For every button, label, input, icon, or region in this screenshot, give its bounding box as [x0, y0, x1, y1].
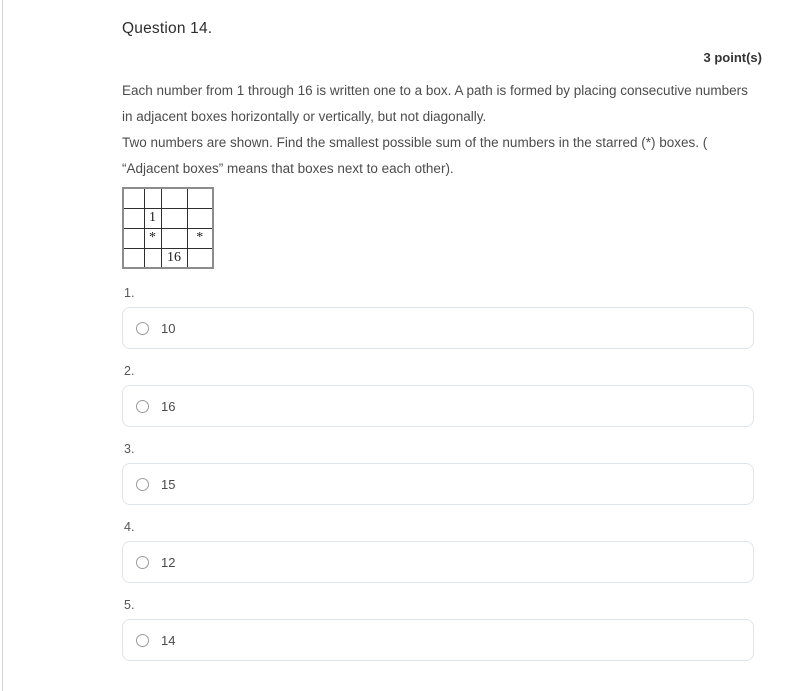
points-badge: 3 point(s): [703, 50, 762, 65]
grid-cell: *: [187, 228, 213, 248]
grid-cell: 1: [144, 208, 161, 228]
answer-choice-button[interactable]: [122, 385, 754, 427]
question-text: [122, 78, 762, 182]
grid-row: [123, 188, 213, 208]
grid-cell: [161, 208, 187, 228]
grid-cell: [123, 208, 144, 228]
radio-button-icon[interactable]: [136, 556, 149, 569]
option-value: 12: [161, 554, 176, 570]
radio-button-icon[interactable]: [136, 634, 149, 647]
grid-cell: [187, 248, 213, 268]
question-panel: [122, 0, 762, 661]
grid-cell: [187, 208, 213, 228]
radio-button-icon[interactable]: [136, 478, 149, 491]
answer-options: [122, 286, 762, 661]
option-value: 15: [161, 476, 176, 492]
option-value: 10: [161, 320, 176, 336]
radio-button-icon[interactable]: [136, 322, 149, 335]
grid-cell: [123, 188, 144, 208]
grid-row: [123, 248, 213, 268]
option-number-label: 3.: [124, 442, 135, 456]
question-paragraph-1: Each number from 1 through 16 is written one to a box. A path is formed by placing consecutive numbers in adjacent boxes horizontally or vertically, but not diagonally.: [122, 83, 748, 124]
option-value: 14: [161, 632, 176, 648]
answer-choice-button[interactable]: [122, 619, 754, 661]
option-value: 16: [161, 398, 176, 414]
grid-row: [123, 208, 213, 228]
answer-option-4: [122, 520, 762, 583]
grid-cell: [161, 228, 187, 248]
answer-choice-button[interactable]: [122, 541, 754, 583]
answer-option-3: [122, 442, 762, 505]
question-paragraph-2: Two numbers are shown. Find the smallest possible sum of the numbers in the starred (*) boxes. ( “Adjacent boxes” means that boxes next to each other).: [122, 135, 708, 176]
answer-choice-button[interactable]: [122, 463, 754, 505]
grid-cell: [123, 228, 144, 248]
answer-choice-button[interactable]: [122, 307, 754, 349]
option-number-label: 2.: [124, 364, 135, 378]
radio-button-icon[interactable]: [136, 400, 149, 413]
option-number-label: 1.: [124, 286, 135, 300]
grid-cell: [144, 188, 161, 208]
option-number-label: 5.: [124, 598, 135, 612]
puzzle-grid: [122, 187, 214, 269]
grid-cell: *: [144, 228, 161, 248]
grid-cell: [161, 188, 187, 208]
grid-cell: [187, 188, 213, 208]
left-panel-divider: [2, 0, 3, 691]
option-number-label: 4.: [124, 520, 135, 534]
answer-option-1: [122, 286, 762, 349]
answer-option-5: [122, 598, 762, 661]
answer-option-2: [122, 364, 762, 427]
grid-cell: [123, 248, 144, 268]
grid-row: [123, 228, 213, 248]
question-title: Question 14.: [122, 20, 213, 37]
grid-cell: 16: [161, 248, 187, 268]
grid-cell: [144, 248, 161, 268]
